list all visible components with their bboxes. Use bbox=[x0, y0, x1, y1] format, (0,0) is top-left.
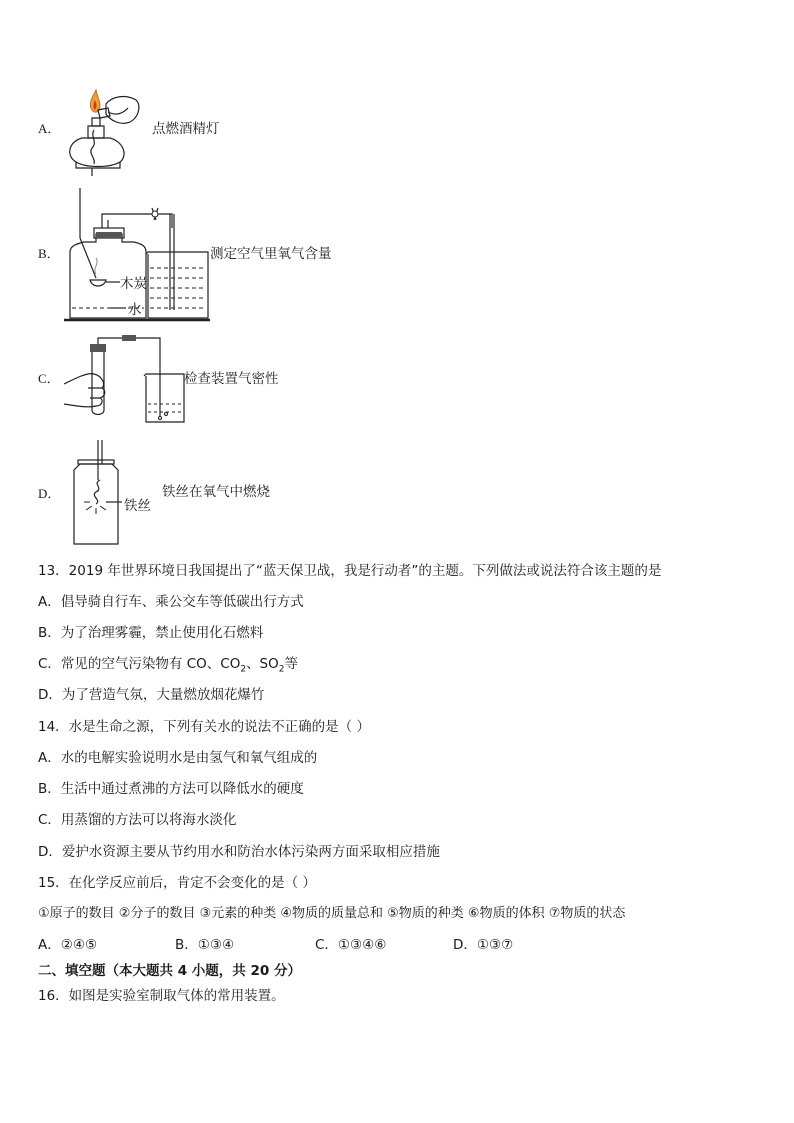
q14-option-c: C．用蒸馏的方法可以将海水淡化 bbox=[38, 812, 237, 828]
q14-option-a: A．水的电解实验说明水是由氢气和氧气组成的 bbox=[38, 750, 318, 766]
q15-stem: 15．在化学反应前后，肯定不会变化的是（ ） bbox=[38, 875, 316, 891]
option-b-label-water: 水 bbox=[128, 302, 142, 318]
option-d-caption: 铁丝在氧气中燃烧 bbox=[162, 484, 270, 500]
q14-option-d: D．爱护水资源主要从节约用水和防治水体污染两方面采取相应措施 bbox=[38, 844, 440, 860]
alcohol-lamp-illustration bbox=[62, 86, 152, 178]
q13-option-c-end: 等 bbox=[284, 656, 298, 672]
q15-items: ①原子的数目 ②分子的数目 ③元素的种类 ④物质的质量总和 ⑤物质的种类 ⑥物质的体积 ⑦物质的状态 bbox=[38, 906, 626, 921]
q13-option-c-sub2: 2 bbox=[278, 664, 285, 675]
airtightness-check-apparatus bbox=[62, 334, 186, 426]
option-a-letter: A． bbox=[38, 121, 61, 136]
q14-option-b: B．生活中通过煮沸的方法可以降低水的硬度 bbox=[38, 781, 304, 797]
option-c-caption: 检查装置气密性 bbox=[184, 371, 279, 387]
q13-option-c-mid: 、SO bbox=[246, 656, 279, 672]
q15-option-d: D．①③⑦ bbox=[453, 937, 514, 953]
q15-option-a: A．②④⑤ bbox=[38, 937, 98, 953]
q13-option-c-sub1: 2 bbox=[240, 664, 247, 675]
q16-stem: 16．如图是实验室制取气体的常用装置。 bbox=[38, 988, 285, 1004]
q15-option-b: B．①③④ bbox=[175, 937, 235, 953]
q14-stem: 14．水是生命之源，下列有关水的说法不正确的是（ ） bbox=[38, 719, 370, 735]
q13-option-c bbox=[38, 655, 298, 679]
q13-option-d: D．为了营造气氛，大量燃放烟花爆竹 bbox=[38, 687, 265, 703]
q13-option-b: B．为了治理雾霾，禁止使用化石燃料 bbox=[38, 625, 264, 641]
q13-option-c-text: C．常见的空气污染物有 CO、CO bbox=[38, 656, 241, 672]
option-c-letter: C． bbox=[38, 371, 60, 386]
option-b-caption: 测定空气里氧气含量 bbox=[210, 246, 332, 262]
option-a-caption: 点燃酒精灯 bbox=[152, 121, 220, 137]
iron-wire-combustion-apparatus bbox=[66, 440, 134, 546]
option-d-label-wire: 铁丝 bbox=[124, 498, 151, 514]
option-d-letter: D． bbox=[38, 486, 61, 501]
q13-stem: 13．2019 年世界环境日我国提出了“蓝天保卫战，我是行动者”的主题。下列做法或说法符合该主题的是 bbox=[38, 563, 662, 579]
option-b-label-charcoal: 木炭 bbox=[120, 276, 147, 292]
option-b-letter: B． bbox=[38, 246, 60, 261]
q15-option-c: C．①③④⑥ bbox=[315, 937, 387, 953]
q13-option-a: A．倡导骑自行车、乘公交车等低碳出行方式 bbox=[38, 594, 304, 610]
section-2-heading: 二、填空题（本大题共 4 小题，共 20 分） bbox=[38, 963, 301, 979]
